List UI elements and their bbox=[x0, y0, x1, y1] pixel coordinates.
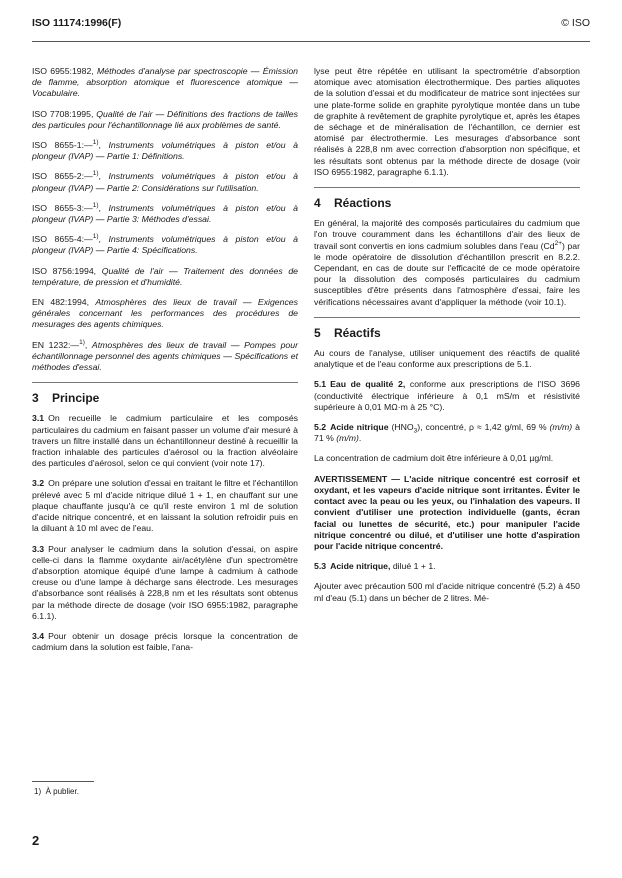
ref-en-482: EN 482:1994, Atmosphères des lieux de travail — Exigences générales concernant les performances des procédures de mesurages des agents chimiques. bbox=[32, 297, 298, 330]
para-5-2-note: La concentration de cadmium doit être inférieure à 0,01 µg/ml. bbox=[314, 453, 554, 464]
right-column bbox=[314, 66, 580, 613]
para-reactifs-intro: Au cours de l'analyse, utiliser uniquement des réactifs de qualité analytique et de l'eau conforme aux prescriptions de 5.1. bbox=[314, 348, 580, 370]
para-reactions: En général, la majorité des composés particulaires du cadmium que l'on trouve couramment dans les échantillons d'air des lieux de travail sont convertis en ions cadmium solubles dans l'eau $(Cd^{2+})$ par le mode opératoire de dissolution d'échantillon prescrit en 8.2.2. Cependant, en cas de doute sur l'efficacité de ce mode opératoire pour la dissolution des composés particulaires du cadmium susceptibles d'être présents dans l'atmosphère d'essai, faire les vérifications nécessaires avant d'appliquer la méthode (voir 10.1). bbox=[314, 218, 580, 307]
para-5-3: 5.3 Acide nitrique, dilué 1 + 1. bbox=[314, 561, 436, 572]
ref-en-1232: EN 1232:—$^{1)}$, Atmosphères des lieux de travail — Pompes pour échantillonnage personnel des agents chimiques — Spécifications et méthodes d'essai. bbox=[32, 338, 298, 373]
ref-iso-7708: ISO 7708:1995, Qualité de l'air — Définitions des fractions de tailles des particules pour l'échantillonnage lié aux problèmes de santé. bbox=[32, 108, 298, 130]
para-5-3-text: Ajouter avec précaution 500 ml d'acide nitrique concentré (5.2) à 450 ml d'eau (5.1) dans un bécher de 2 litres. Mé- bbox=[314, 581, 580, 603]
ref-iso-6955: ISO 6955:1982, Méthodes d'analyse par spectroscopie — Émission de flamme, absorption atomique et fluorescence atomique — Vocabulaire. bbox=[32, 66, 299, 99]
para-3-4-continued: lyse peut être répétée en utilisant la spectrométrie d'absorption atomique avec atomisation électrothermique. Des parties aliquotes de la solution d'essai et du modificateur de matrice sont injectées sur une plate-forme solide en graphite pyrolytique montée dans un tube de graphite à revêtement de graphite pyrolytique et, après les étapes de séchage et de minéralisation de l'échantillon, ce dernier est atomisé par électrothermie. Les mesurages d'absorbance sont réalisés à 228,8 nm avec correction d'absorption non spécifique, et les résultats sont obtenus par la méthode directe de dosage (voir ISO 6955:1982, paragraphe 6.1.1). bbox=[314, 66, 580, 177]
section-heading-reactifs: 5 Réactifs bbox=[314, 325, 381, 340]
ref-iso-8655-4: ISO 8655-4:—$^{1)}$, Instruments volumétriques à piston et/ou à plongeur (IVAP) — Partie 4: Spécifications. bbox=[32, 233, 298, 256]
para-3-2: 3.2 On prépare une solution d'essai en traitant le filtre et l'échantillon prélevé avec 5 ml d'acide nitrique dilué 1 + 1, en chauffant sur une plaque chauffante jusqu'à ce qu'il reste environ 1 ml de solution d'acide nitrique concentré, et en laissant la solution refroidir puis en la diluant à 10 ml avec de l'eau. bbox=[32, 478, 298, 534]
para-5-1: 5.1 Eau de qualité 2, conforme aux prescriptions de l'ISO 3696 (conductivité électrique inférieure à 0,1 mS/m et résistivité supérieure à 0,01 MΩ·m à 25 °C). bbox=[314, 379, 580, 412]
para-5-2: 5.2 Acide nitrique $(HNO_3)$, concentré, ρ ≈ 1,42 g/ml, 69 % (m/m) à 71 % (m/m). bbox=[314, 422, 580, 444]
ref-iso-8655-3: ISO 8655-3:—$^{1)}$, Instruments volumétriques à piston et/ou à plongeur (IVAP) — Partie 3: Méthodes d'essai. bbox=[32, 201, 298, 225]
ref-iso-8756: ISO 8756:1994, Qualité de l'air — Traitement des données de température, de pression et d'humidité. bbox=[32, 265, 298, 287]
section-rule bbox=[314, 317, 580, 318]
para-3-1: 3.1 On recueille le cadmium particulaire et les composés particulaires du cadmium en faisant passer un volume d'air mesuré à travers un filtre installé dans un échantillonneur destiné à recueillir la fraction inhalable des particules d'aérosol ou la fraction alvéolaire des particules d'aérosol, selon ce qui convient (voir note 17). bbox=[32, 413, 298, 469]
left-column bbox=[32, 66, 298, 662]
header-rule bbox=[32, 41, 590, 42]
footnote-rule bbox=[32, 781, 94, 782]
section-heading-principe: 3 Principe bbox=[32, 391, 100, 406]
section-rule bbox=[314, 187, 580, 188]
para-3-3: 3.3 Pour analyser le cadmium dans la solution d'essai, on aspire celle-ci dans la flamme oxydante air/acétylène d'un spectromètre d'absorption atomique équipé d'une lampe à cadmium à cathode creuse ou d'une lampe à décharge sans électrode. Les mesurages d'absorbance sont réalisés à 228,8 nm et les résultats sont obtenus par la méthode directe de dosage (voir ISO 6955:1982, paragraphe 6.1.1). bbox=[32, 543, 298, 621]
page-header bbox=[32, 17, 590, 31]
standard-id: ISO 11174:1996(F) bbox=[32, 17, 122, 29]
section-rule bbox=[32, 382, 298, 383]
para-3-4: 3.4 Pour obtenir un dosage précis lorsque la concentration de cadmium dans la solution est faible, l'ana- bbox=[32, 630, 298, 653]
ref-iso-8655-2: ISO 8655-2:—$^{1)}$, Instruments volumétriques à piston et/ou à plongeur (IVAP) — Partie 2: Considérations sur l'utilisation. bbox=[32, 170, 298, 193]
section-heading-reactions: 4 Réactions bbox=[314, 196, 392, 211]
warning-block: AVERTISSEMENT — L'acide nitrique concentré est corrosif et oxydant, et les vapeurs d'acide nitrique sont irritantes. Éviter le contact avec la peau ou les yeux, ou l'inhalation des vapeurs. Il convient d'utiliser une protection individuelle (gants, écran facial ou lunettes de sécurité, etc.) pour manipuler l'acide nitrique concentré ou dilué, et d'utiliser une hotte d'aspiration pour l'acide nitrique concentré. bbox=[314, 473, 580, 551]
ref-iso-8655-1: ISO 8655-1:—$^{1)}$, Instruments volumétriques à piston et/ou à plongeur (IVAP) — Partie 1: Définitions. bbox=[32, 139, 298, 162]
footnote: 1) À publier. bbox=[34, 787, 79, 796]
page-number: 2 bbox=[32, 833, 40, 848]
copyright: © ISO bbox=[561, 17, 590, 29]
